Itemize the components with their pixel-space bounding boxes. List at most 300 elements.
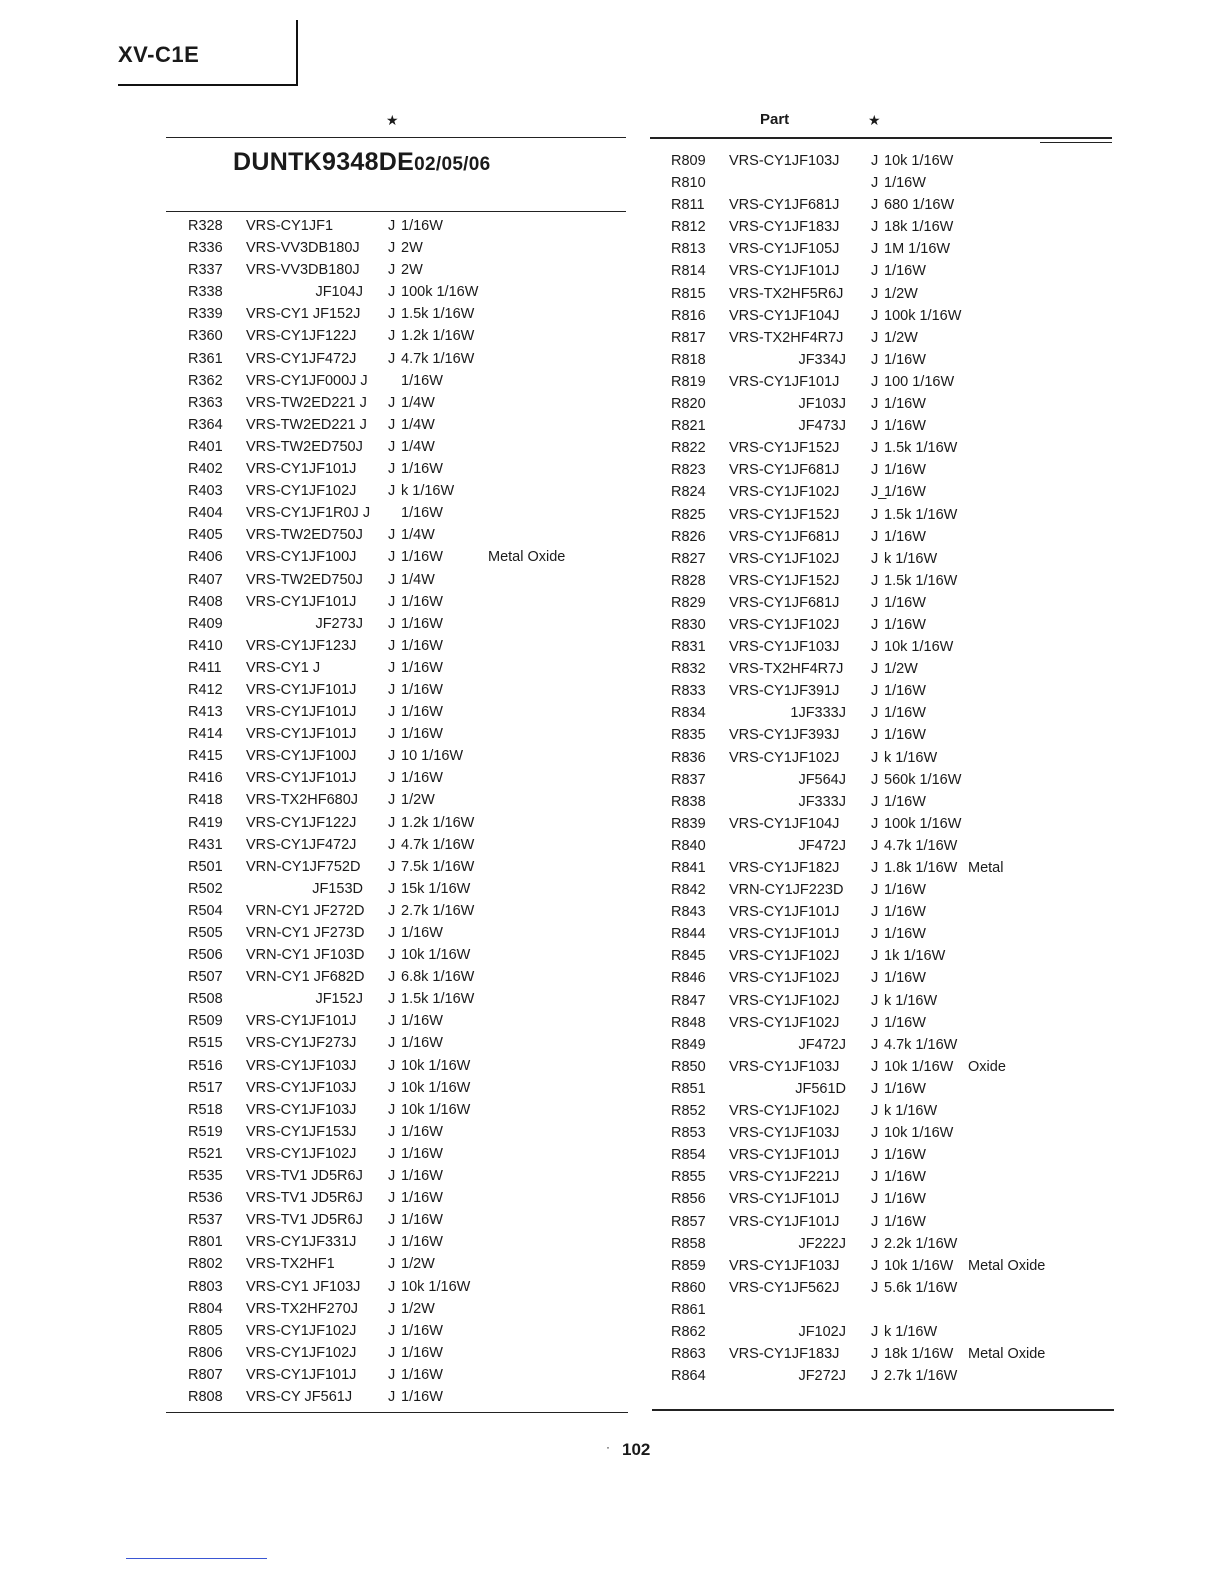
part-number: VRS-CY1JF153J <box>246 1123 357 1140</box>
tolerance-code: J <box>388 880 396 897</box>
table-row <box>188 218 618 240</box>
part-number: VRS-CY1JF101J <box>246 461 357 478</box>
reference-designator: R859 <box>671 1257 706 1274</box>
part-number: JF272J <box>798 1368 846 1385</box>
table-row <box>188 792 618 814</box>
rating-value: k 1/16W <box>884 749 938 766</box>
reference-designator: R822 <box>671 440 706 457</box>
reference-designator: R819 <box>671 373 706 390</box>
part-number: VRS-CY1JF102J <box>729 1014 840 1031</box>
tolerance-code: J <box>871 705 879 722</box>
description: Oxide <box>968 1058 1006 1075</box>
part-number: 1JF333J <box>790 705 846 722</box>
rating-value: 1/16W <box>884 175 926 192</box>
reference-designator: R850 <box>671 1058 706 1075</box>
reference-designator: R816 <box>671 307 706 324</box>
rating-value: 2.2k 1/16W <box>884 1235 958 1252</box>
part-number: VRS-CY1JF331J <box>246 1234 357 1251</box>
table-row <box>188 306 618 328</box>
rating-value: k 1/16W <box>884 1323 938 1340</box>
rating-value: 100k 1/16W <box>884 815 962 832</box>
part-number: VRS-TX2HF1 <box>246 1256 335 1273</box>
part-number: JF153D <box>312 880 363 897</box>
rating-value: 10 1/16W <box>401 748 464 765</box>
table-row <box>188 527 618 549</box>
tolerance-code: J <box>871 329 879 346</box>
rating-value: 1/16W <box>401 1145 443 1162</box>
tolerance-code: J <box>388 1145 396 1162</box>
tolerance-code: J <box>871 1014 879 1031</box>
part-number: VRS-TX2HF270J <box>246 1300 359 1317</box>
rating-value: 1/16W <box>884 484 926 501</box>
reference-designator: R858 <box>671 1235 706 1252</box>
rating-value: 1.2k 1/16W <box>401 328 475 345</box>
tolerance-code: J <box>871 462 879 479</box>
reference-designator: R509 <box>188 1013 223 1030</box>
reference-designator: R407 <box>188 571 223 588</box>
part-number: JF561D <box>795 1080 846 1097</box>
rating-value: 1/16W <box>884 882 926 899</box>
table-row <box>671 153 1101 175</box>
part-number: VRS-CY1JF681J <box>729 594 840 611</box>
table-row <box>188 373 618 395</box>
table-row <box>671 1258 1101 1280</box>
rating-value: 1/16W <box>401 1168 443 1185</box>
table-row <box>188 859 618 881</box>
rating-value: 2.7k 1/16W <box>884 1368 958 1385</box>
rating-value: 1/16W <box>401 659 443 676</box>
tolerance-code: J <box>871 1058 879 1075</box>
table-row <box>671 838 1101 860</box>
tolerance-code: J <box>871 550 879 567</box>
reference-designator: R842 <box>671 882 706 899</box>
description: Metal Oxide <box>968 1257 1046 1274</box>
part-number: VRS-TV1 JD5R6J <box>246 1168 363 1185</box>
table-row <box>188 748 618 770</box>
tolerance-code: J <box>388 681 396 698</box>
reference-designator: R849 <box>671 1036 706 1053</box>
rating-value: 1/2W <box>401 1256 435 1273</box>
reference-designator: R847 <box>671 992 706 1009</box>
part-number: VRS-CY1JF183J <box>729 1346 840 1363</box>
rating-value: 1/16W <box>884 1080 926 1097</box>
table-row <box>671 551 1101 573</box>
table-row <box>188 991 618 1013</box>
part-number: VRS-CY1JF122J <box>246 814 357 831</box>
tolerance-code: J <box>388 549 396 566</box>
tolerance-code: J <box>871 771 879 788</box>
part-number: VRS-TW2ED221 J <box>246 416 367 433</box>
table-row <box>671 175 1101 197</box>
part-number: VRN-CY1 JF273D <box>246 925 365 941</box>
part-number: VRN-CY1JF223D <box>729 882 844 899</box>
reference-designator: R416 <box>188 770 223 787</box>
rating-value: 1/4W <box>401 527 435 544</box>
reference-designator: R337 <box>188 262 223 279</box>
reference-designator: R830 <box>671 616 706 633</box>
table-row <box>671 507 1101 529</box>
rating-value: 1.5k 1/16W <box>884 440 958 457</box>
part-number: VRS-CY1JF393J <box>729 727 840 744</box>
reference-designator: R810 <box>671 175 706 192</box>
tolerance-code: J <box>871 1346 879 1363</box>
part-number: VRS-CY1JF103J <box>729 1058 840 1075</box>
section-title-main: DUNTK9348DE <box>233 148 415 176</box>
rating-value: 10k 1/16W <box>884 153 954 169</box>
part-number: VRS-CY1JF681J <box>729 528 840 545</box>
rating-value: 1/2W <box>884 285 918 302</box>
table-row <box>671 1302 1101 1324</box>
reference-designator: R807 <box>188 1366 223 1383</box>
part-number: VRS-CY1JF1R0J J <box>246 505 371 522</box>
part-number: VRS-TV1 JD5R6J <box>246 1212 363 1229</box>
tolerance-code: J <box>871 904 879 921</box>
part-number: VRS-CY1JF103J <box>729 639 840 656</box>
reference-designator: R817 <box>671 329 706 346</box>
left-top-rule <box>166 137 626 138</box>
header-vertical-rule <box>296 20 298 86</box>
tolerance-code: J_ <box>871 484 887 501</box>
reference-designator: R537 <box>188 1212 223 1229</box>
part-number: VRS-CY1JF100J <box>246 748 357 765</box>
rating-value: 1.5k 1/16W <box>401 306 475 323</box>
description: Metal <box>968 860 1004 876</box>
part-number: JF104J <box>315 284 363 301</box>
tolerance-code: J <box>871 639 879 656</box>
part-number: VRS-CY1JF102J <box>729 484 840 501</box>
tolerance-code: J <box>871 1080 879 1097</box>
part-number: VRS-CY1JF102J <box>729 992 840 1009</box>
rating-value: 1.5k 1/16W <box>884 572 958 589</box>
rating-value: 100k 1/16W <box>401 284 479 301</box>
right-top-rule <box>650 137 1112 139</box>
part-number: VRN-CY1 JF682D <box>246 969 365 986</box>
table-row <box>671 352 1101 374</box>
reference-designator: R402 <box>188 461 223 478</box>
tolerance-code: J <box>871 175 879 192</box>
table-row <box>188 925 618 947</box>
reference-designator: R861 <box>671 1301 706 1318</box>
reference-designator: R364 <box>188 416 223 433</box>
part-number: VRN-CY1 JF272D <box>246 902 365 919</box>
table-row <box>188 638 618 660</box>
part-number: JF152J <box>315 991 363 1008</box>
table-row <box>671 926 1101 948</box>
tolerance-code: J <box>388 704 396 721</box>
part-number: VRS-CY1JF101J <box>246 1013 357 1030</box>
table-row <box>671 263 1101 285</box>
table-row <box>671 860 1101 882</box>
rating-value: 1/4W <box>401 438 435 455</box>
rating-value: 10k 1/16W <box>884 639 954 656</box>
part-number: VRS-CY1JF101J <box>246 704 357 721</box>
rating-value: 1/16W <box>401 372 443 389</box>
reference-designator: R803 <box>188 1278 223 1295</box>
part-number: VRS-CY1JF102J <box>729 1103 840 1120</box>
rating-value: 1/16W <box>401 770 443 787</box>
table-row <box>671 661 1101 683</box>
table-row <box>188 351 618 373</box>
table-row <box>671 308 1101 330</box>
rating-value: 1/16W <box>401 925 443 941</box>
reference-designator: R851 <box>671 1080 706 1097</box>
part-number: VRS-CY1JF103J <box>246 1101 357 1118</box>
table-row <box>188 1035 618 1057</box>
rating-value: 1/16W <box>401 593 443 610</box>
rating-value: 1/16W <box>884 528 926 545</box>
model-name: XV-C1E <box>118 42 200 67</box>
reference-designator: R363 <box>188 394 223 411</box>
tolerance-code: J <box>388 1035 396 1052</box>
reference-designator: R838 <box>671 793 706 810</box>
reference-designator: R855 <box>671 1169 706 1186</box>
part-number: JF102J <box>798 1323 846 1340</box>
right-column-star-icon: ★ <box>868 112 881 128</box>
part-number: JF334J <box>798 351 846 368</box>
part-number: JF222J <box>798 1235 846 1252</box>
part-number: VRS-CY1JF102J <box>246 1322 357 1339</box>
right-top-rule-short <box>1040 142 1112 143</box>
part-number: VRS-CY1JF221J <box>729 1169 840 1186</box>
tolerance-code: J <box>388 1322 396 1339</box>
reference-designator: R409 <box>188 615 223 632</box>
table-row <box>188 903 618 925</box>
table-row <box>188 1058 618 1080</box>
tolerance-code: J <box>871 1103 879 1120</box>
reference-designator: R853 <box>671 1125 706 1142</box>
rating-value: 100 1/16W <box>884 373 955 390</box>
reference-designator: R845 <box>671 948 706 965</box>
tolerance-code: J <box>871 506 879 523</box>
tolerance-code: J <box>388 262 396 279</box>
description: Metal Oxide <box>968 1346 1046 1363</box>
part-number: VRS-CY1JF102J <box>246 483 357 500</box>
reference-designator: R328 <box>188 218 223 234</box>
table-row <box>188 947 618 969</box>
rating-value: 1/16W <box>401 461 443 478</box>
rating-value: 1/16W <box>884 462 926 479</box>
tolerance-code: J <box>388 1300 396 1317</box>
part-number: VRS-CY1JF123J <box>246 637 357 654</box>
table-row <box>671 1236 1101 1258</box>
part-number: VRS-CY1JF472J <box>246 350 357 367</box>
rating-value: 1/16W <box>401 704 443 721</box>
rating-value: 10k 1/16W <box>401 947 471 964</box>
part-number: VRS-CY1JF152J <box>729 572 840 589</box>
rating-value: 1/16W <box>884 705 926 722</box>
part-number: VRS-TW2ED221 J <box>246 394 367 411</box>
tolerance-code: J <box>388 902 396 919</box>
tolerance-code: J <box>871 837 879 854</box>
reference-designator: R832 <box>671 661 706 678</box>
section-title <box>233 148 491 177</box>
reference-designator: R506 <box>188 947 223 964</box>
rating-value: 1/16W <box>884 793 926 810</box>
reference-designator: R431 <box>188 836 223 853</box>
tolerance-code: J <box>388 306 396 323</box>
reference-designator: R860 <box>671 1279 706 1296</box>
rating-value: 4.7k 1/16W <box>884 1036 958 1053</box>
reference-designator: R804 <box>188 1300 223 1317</box>
tolerance-code: J <box>388 1101 396 1118</box>
table-row <box>188 328 618 350</box>
tolerance-code: J <box>388 1256 396 1273</box>
reference-designator: R403 <box>188 483 223 500</box>
tolerance-code: J <box>871 1235 879 1252</box>
reference-designator: R814 <box>671 263 706 280</box>
tolerance-code: J <box>871 528 879 545</box>
tolerance-code: J <box>388 350 396 367</box>
rating-value: 10k 1/16W <box>884 1058 954 1075</box>
tolerance-code: J <box>871 572 879 589</box>
tolerance-code: J <box>388 1366 396 1383</box>
rating-value: 1/16W <box>401 505 443 522</box>
table-row <box>671 440 1101 462</box>
reference-designator: R841 <box>671 860 706 876</box>
tolerance-code: J <box>388 814 396 831</box>
tolerance-code: J <box>871 860 879 876</box>
reference-designator: R848 <box>671 1014 706 1031</box>
rating-value: 1/16W <box>884 1014 926 1031</box>
table-row <box>188 1124 618 1146</box>
page-dot: · <box>606 1440 610 1454</box>
rating-value: 1/16W <box>884 683 926 700</box>
table-row <box>188 660 618 682</box>
tolerance-code: J <box>388 571 396 588</box>
reference-designator: R834 <box>671 705 706 722</box>
reference-designator: R401 <box>188 438 223 455</box>
part-number: VRS-CY1JF102J <box>729 550 840 567</box>
reference-designator: R406 <box>188 549 223 566</box>
table-row <box>671 970 1101 992</box>
table-row <box>671 948 1101 970</box>
tolerance-code: J <box>871 992 879 1009</box>
header-horizontal-rule <box>118 84 298 86</box>
right-parts-list <box>671 153 1101 1390</box>
rating-value: 1/16W <box>401 1366 443 1383</box>
tolerance-code: J <box>388 858 396 875</box>
table-row <box>188 395 618 417</box>
tolerance-code: J <box>388 218 396 234</box>
tolerance-code: J <box>871 683 879 700</box>
reference-designator: R536 <box>188 1190 223 1207</box>
part-number: VRS-CY1JF102J <box>729 948 840 965</box>
rating-value: 1.5k 1/16W <box>401 991 475 1008</box>
part-number: JF564J <box>798 771 846 788</box>
part-number: JF333J <box>798 793 846 810</box>
table-row <box>671 904 1101 926</box>
tolerance-code: J <box>871 351 879 368</box>
rating-value: 1M 1/16W <box>884 241 951 258</box>
part-number: VRS-CY1JF562J <box>729 1279 840 1296</box>
reference-designator: R863 <box>671 1346 706 1363</box>
rating-value: 1/2W <box>401 1300 435 1317</box>
part-number: JF473J <box>798 418 846 435</box>
tolerance-code: J <box>388 461 396 478</box>
reference-designator: R825 <box>671 506 706 523</box>
part-number: VRS-CY1JF1 <box>246 218 334 234</box>
rating-value: 1k 1/16W <box>884 948 946 965</box>
rating-value: 10k 1/16W <box>884 1257 954 1274</box>
rating-value: 4.7k 1/16W <box>401 836 475 853</box>
part-number: VRS-TX2HF5R6J <box>729 285 844 302</box>
table-row <box>671 683 1101 705</box>
table-row <box>188 770 618 792</box>
tolerance-code: J <box>388 792 396 809</box>
part-number: VRS-VV3DB180J <box>246 262 360 279</box>
rating-value: 1/16W <box>401 1212 443 1229</box>
table-row <box>188 1168 618 1190</box>
part-number: VRS-CY1JF000J J <box>246 372 368 389</box>
part-number: VRS-CY1JF101J <box>729 926 840 943</box>
part-number: VRS-CY1JF101J <box>246 770 357 787</box>
reference-designator: R413 <box>188 704 223 721</box>
table-row <box>671 197 1101 219</box>
table-row <box>671 1147 1101 1169</box>
table-row <box>188 1190 618 1212</box>
reference-designator: R521 <box>188 1145 223 1162</box>
rating-value: 1/16W <box>401 549 443 566</box>
tolerance-code: J <box>388 328 396 345</box>
rating-value: 1/4W <box>401 571 435 588</box>
rating-value: k 1/16W <box>884 550 938 567</box>
table-row <box>188 1279 618 1301</box>
reference-designator: R846 <box>671 970 706 987</box>
part-number: VRS-TW2ED750J <box>246 527 363 544</box>
reference-designator: R818 <box>671 351 706 368</box>
table-row <box>671 772 1101 794</box>
left-section-rule <box>166 211 626 212</box>
rating-value: 5.6k 1/16W <box>884 1279 958 1296</box>
reference-designator: R831 <box>671 639 706 656</box>
part-number: VRS-CY JF561J <box>246 1388 353 1405</box>
rating-value: 1/16W <box>884 926 926 943</box>
rating-value: 10k 1/16W <box>401 1101 471 1118</box>
table-row <box>188 815 618 837</box>
table-row <box>671 595 1101 617</box>
section-title-suffix: 02/05/06 <box>414 154 491 175</box>
table-row <box>671 1081 1101 1103</box>
part-number: VRS-CY1JF104J <box>729 307 840 324</box>
table-row <box>188 881 618 903</box>
tolerance-code: J <box>388 1234 396 1251</box>
tolerance-code: J <box>871 793 879 810</box>
part-number: VRS-CY1JF101J <box>246 593 357 610</box>
table-row <box>188 1080 618 1102</box>
tolerance-code: J <box>388 836 396 853</box>
part-number: VRS-CY1JF102J <box>729 616 840 633</box>
reference-designator: R362 <box>188 372 223 389</box>
rating-value: 1/16W <box>401 1388 443 1405</box>
rating-value: 2W <box>401 240 423 257</box>
tolerance-code: J <box>871 1279 879 1296</box>
rating-value: 1/16W <box>401 1013 443 1030</box>
part-number: JF472J <box>798 1036 846 1053</box>
tolerance-code: J <box>388 1344 396 1361</box>
tolerance-code: J <box>871 727 879 744</box>
tolerance-code: J <box>871 307 879 324</box>
reference-designator: R829 <box>671 594 706 611</box>
table-row <box>671 1169 1101 1191</box>
tolerance-code: J <box>871 241 879 258</box>
reference-designator: R839 <box>671 815 706 832</box>
reference-designator: R404 <box>188 505 223 522</box>
part-number: VRN-CY1 JF103D <box>246 947 365 964</box>
rating-value: 1/16W <box>401 681 443 698</box>
tolerance-code: J <box>871 948 879 965</box>
part-number: VRS-CY1JF681J <box>729 197 840 214</box>
part-number: VRS-CY1JF472J <box>246 836 357 853</box>
